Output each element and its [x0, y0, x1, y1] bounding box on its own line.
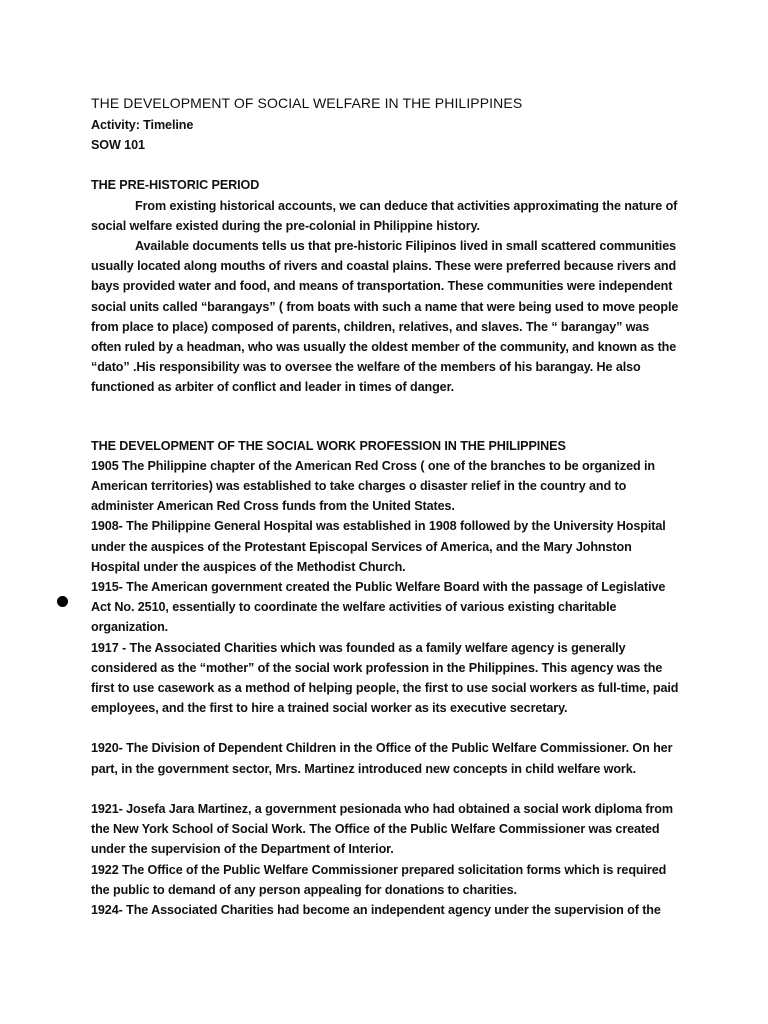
prehistoric-paragraph-2: Available documents tells us that pre-historic Filipinos lived in small scattered communities usually located along mouths of rivers and coastal plains. These were preferred because rivers and bays provided water and food, and means of transportation. These communities were independent social units called “barangays” ( from boats with such a name that were being used to move people from place to place) composed of parents, children, relatives, and slaves. The “ barangay” was often ruled by a headman, who was usually the oldest member of the community, and known as the “dato” .His responsibility was to oversee the welfare of the members of his barangay. He also functioned as arbiter of conflict and leader in times of danger.	[91, 239, 679, 395]
timeline-entry-1920: 1920- The Division of Dependent Children in the Office of the Public Welfare Commissioner. On her part, in the government sector, Mrs. Martinez introduced new concepts in child welfare work.	[91, 741, 673, 776]
activity-label: Activity: Timeline	[91, 118, 194, 132]
document-body	[91, 94, 681, 920]
bullet-mark	[57, 596, 68, 607]
course-code: SOW 101	[91, 138, 145, 153]
profession-heading: THE DEVELOPMENT OF THE SOCIAL WORK PROFESSION IN THE PHILIPPINES	[91, 438, 566, 453]
timeline-entry-1905: 1905 The Philippine chapter of the American Red Cross ( one of the branches to be organized in American territories) was established to take charges o disaster relief in the country and to administer American Red Cross funds from the United States.	[91, 458, 655, 514]
timeline-entry-1921: 1921- Josefa Jara Martinez, a government pesionada who had obtained a social work diploma from the New York School of Social Work. The Office of the Public Welfare Commissioner was created under the supervision of the Department of Interior.	[91, 801, 673, 857]
timeline-entry-1924: 1924- The Associated Charities had become an independent agency under the supervision of the	[91, 902, 661, 917]
timeline-entry-1922: 1922 The Office of the Public Welfare Commissioner prepared solicitation forms which is required the public to demand of any person appealing for donations to charities.	[91, 862, 667, 897]
prehistoric-paragraph-1: From existing historical accounts, we can deduce that activities approximating the nature of social welfare existed during the pre-colonial in Philippine history.	[91, 198, 678, 233]
timeline-entry-1908: 1908- The Philippine General Hospital was established in 1908 followed by the University Hospital under the auspices of the Protestant Episcopal Services of America, and the Mary Johnston Hospital under the auspices of the Methodist Church.	[91, 519, 666, 574]
document-title: THE DEVELOPMENT OF SOCIAL WELFARE IN THE PHILIPPINES	[91, 95, 523, 111]
prehistoric-heading: THE PRE-HISTORIC PERIOD	[91, 178, 260, 193]
timeline-entry-1915: 1915- The American government created the Public Welfare Board with the passage of Legislative Act No. 2510, essentially to coordinate the welfare activities of various existing charitable organization.	[91, 580, 666, 635]
timeline-entry-1917: 1917 - The Associated Charities which was founded as a family welfare agency is generally considered as the “mother” of the social work profession in the Philippines. This agency was the first to use casework as a method of helping people, the first to use social workers as full-time, paid employees, and the first to hire a trained social worker as its executive secretary.	[91, 640, 679, 716]
